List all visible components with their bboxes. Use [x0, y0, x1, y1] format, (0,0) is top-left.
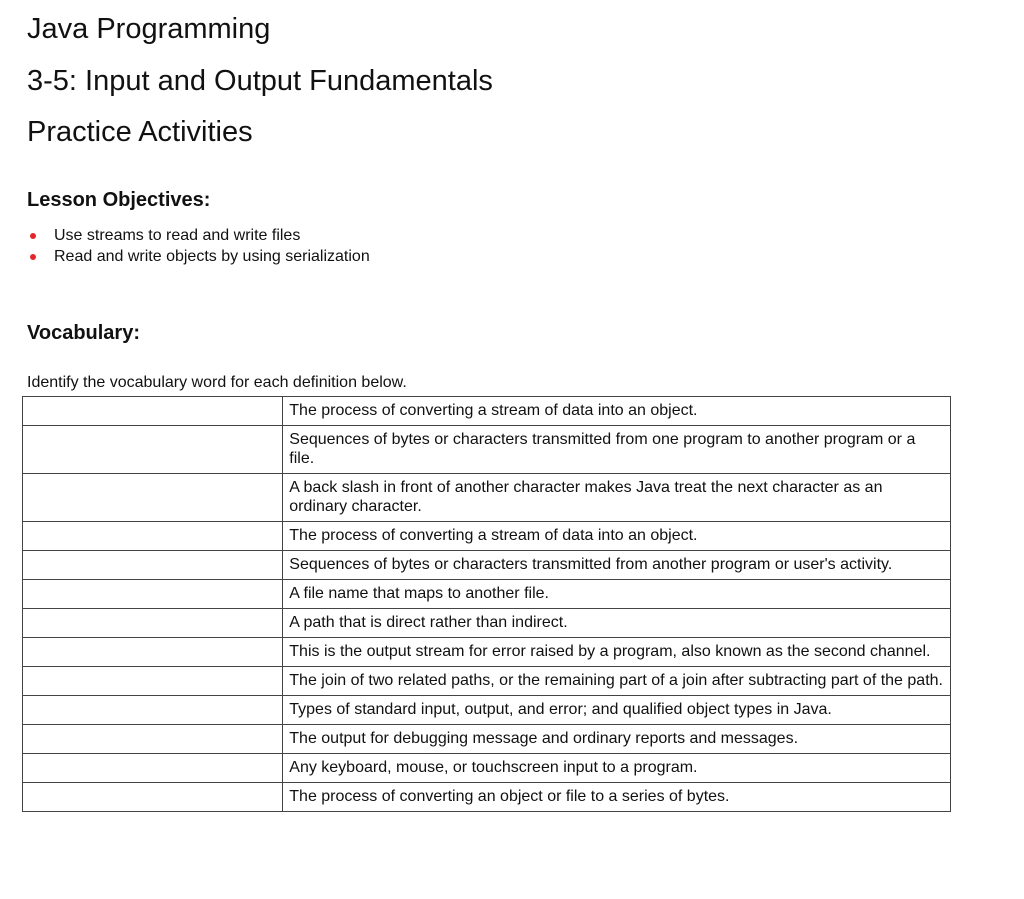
definition-cell: The join of two related paths, or the remaining part of a join after subtracting part of the path. — [283, 667, 951, 696]
definition-cell: The process of converting an object or file to a series of bytes. — [283, 783, 951, 812]
table-row — [23, 725, 951, 754]
bullet-icon — [30, 233, 36, 239]
definition-cell: A back slash in front of another character makes Java treat the next character as an ordinary character. — [283, 474, 951, 522]
definition-cell: Sequences of bytes or characters transmitted from another program or user's activity. — [283, 551, 951, 580]
definition-cell: The process of converting a stream of data into an object. — [283, 522, 951, 551]
bullet-icon — [30, 254, 36, 260]
term-cell[interactable] — [23, 725, 283, 754]
term-cell[interactable] — [23, 551, 283, 580]
objectives-list — [27, 225, 370, 267]
definition-cell: Types of standard input, output, and error; and qualified object types in Java. — [283, 696, 951, 725]
term-cell[interactable] — [23, 667, 283, 696]
objective-text: Read and write objects by using serialization — [54, 248, 370, 265]
activity-subtitle: Practice Activities — [27, 116, 253, 148]
term-cell[interactable] — [23, 397, 283, 426]
vocabulary-instruction: Identify the vocabulary word for each definition below. — [27, 374, 407, 391]
definition-cell: The output for debugging message and ordinary reports and messages. — [283, 725, 951, 754]
table-row — [23, 522, 951, 551]
definition-cell: Any keyboard, mouse, or touchscreen input to a program. — [283, 754, 951, 783]
term-cell[interactable] — [23, 580, 283, 609]
term-cell[interactable] — [23, 754, 283, 783]
definition-cell: A path that is direct rather than indirect. — [283, 609, 951, 638]
term-cell[interactable] — [23, 696, 283, 725]
objective-text: Use streams to read and write files — [54, 227, 301, 244]
definition-cell: Sequences of bytes or characters transmitted from one program to another program or a file. — [283, 426, 951, 474]
vocabulary-heading: Vocabulary: — [27, 322, 140, 344]
table-row — [23, 397, 951, 426]
definition-cell: A file name that maps to another file. — [283, 580, 951, 609]
objectives-heading: Lesson Objectives: — [27, 189, 211, 211]
definition-cell: This is the output stream for error raised by a program, also known as the second channel. — [283, 638, 951, 667]
term-cell[interactable] — [23, 609, 283, 638]
table-row — [23, 426, 951, 474]
term-cell[interactable] — [23, 638, 283, 667]
course-title: Java Programming — [27, 13, 271, 45]
lesson-title: 3-5: Input and Output Fundamentals — [27, 65, 493, 97]
table-row — [23, 783, 951, 812]
objective-item — [27, 246, 370, 267]
table-row — [23, 667, 951, 696]
table-row — [23, 474, 951, 522]
table-row — [23, 754, 951, 783]
vocabulary-table — [22, 396, 951, 812]
term-cell[interactable] — [23, 474, 283, 522]
table-row — [23, 551, 951, 580]
definition-cell: The process of converting a stream of data into an object. — [283, 397, 951, 426]
table-row — [23, 609, 951, 638]
term-cell[interactable] — [23, 426, 283, 474]
objective-item — [27, 225, 370, 246]
table-row — [23, 580, 951, 609]
table-row — [23, 696, 951, 725]
table-row — [23, 638, 951, 667]
term-cell[interactable] — [23, 783, 283, 812]
term-cell[interactable] — [23, 522, 283, 551]
